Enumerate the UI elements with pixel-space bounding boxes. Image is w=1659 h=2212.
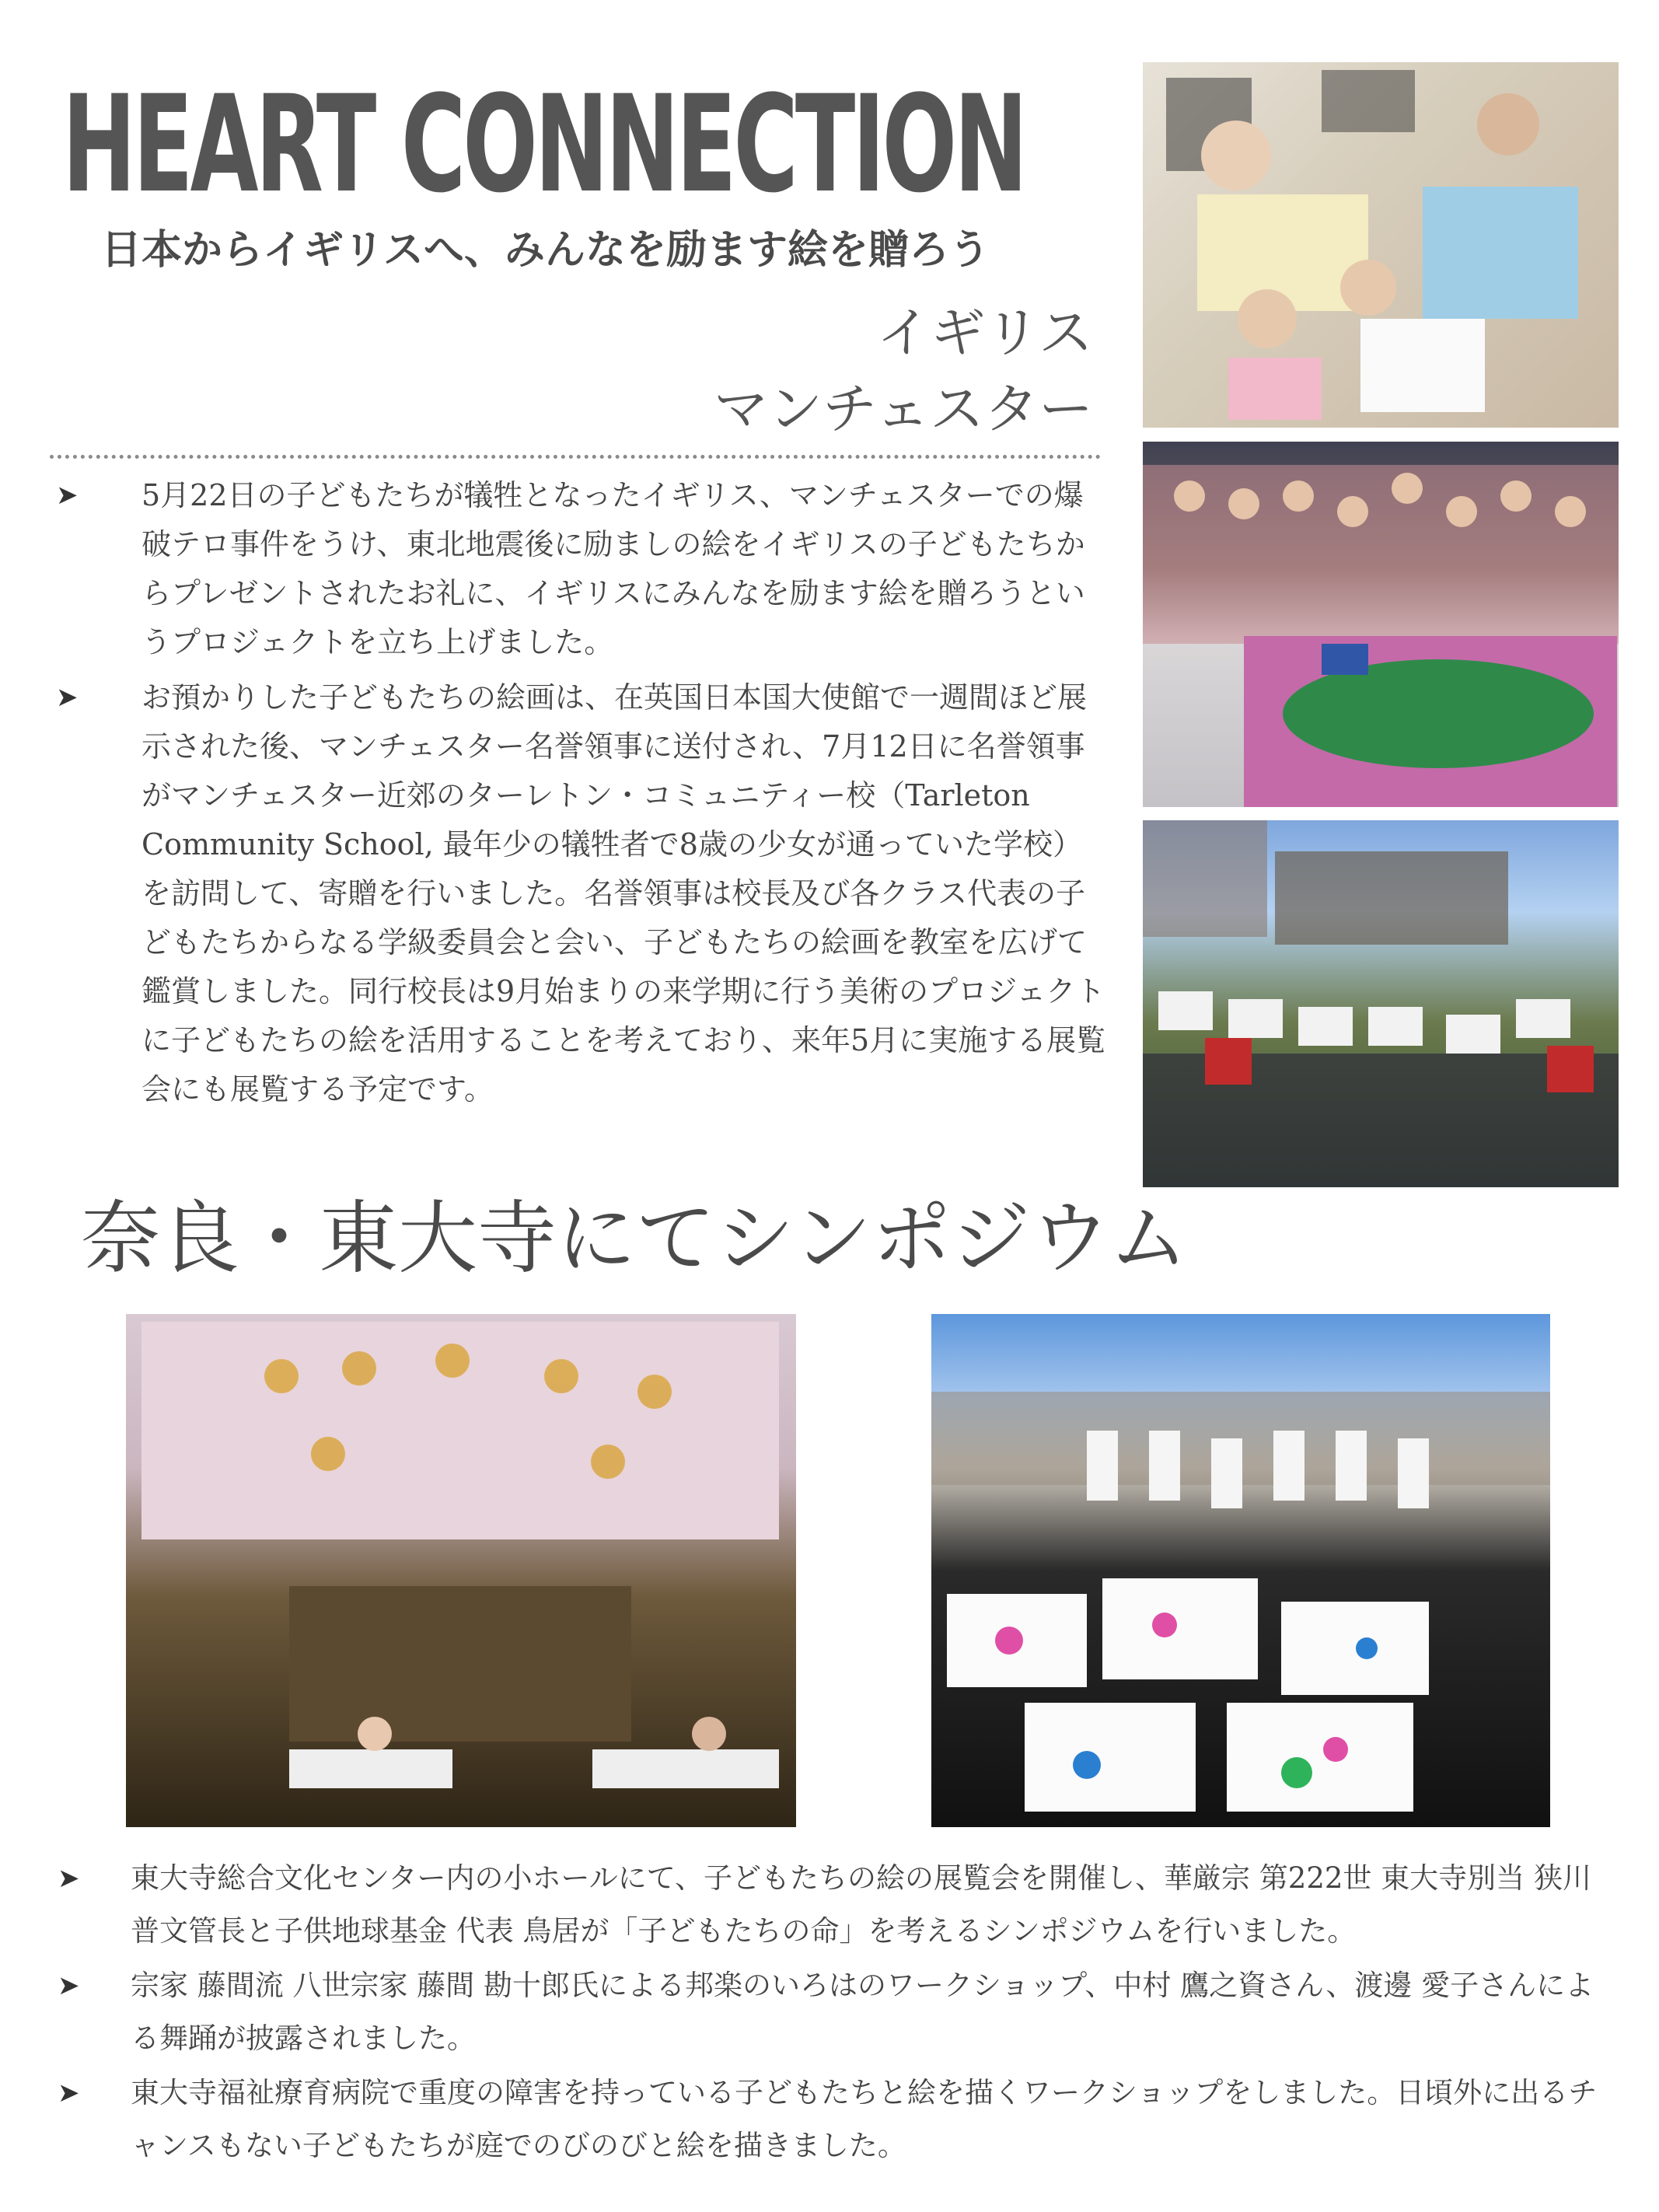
- list-item: [50, 1959, 1612, 2065]
- list-item: [50, 2067, 1612, 2172]
- arrowhead-icon: ➤: [58, 1970, 80, 2001]
- bullet-text: 東大寺総合文化センター内の小ホールにて、子どもたちの絵の展覧会を開催し、華厳宗 第222世 東大寺別当 狭川普文管長と子供地球基金 代表 鳥居が「子どもたちの命」を考えるシンポジウムを行いました。: [131, 1861, 1591, 1948]
- arrowhead-icon: ➤: [58, 1863, 80, 1894]
- list-item: [50, 673, 1107, 1114]
- list-item: [50, 471, 1107, 667]
- photo-illustration: [1143, 820, 1619, 1187]
- photo-illustration: [1143, 442, 1619, 807]
- location-city: マンチェスター: [714, 377, 1093, 441]
- photo-outdoor-painting-workshop: [931, 1314, 1550, 1827]
- location-country: イギリス: [876, 301, 1093, 365]
- arrowhead-icon: ➤: [58, 2077, 80, 2109]
- arrowhead-icon: ➤: [56, 480, 79, 511]
- list-item: [50, 1852, 1612, 1958]
- photo-illustration: [126, 1314, 796, 1827]
- bullet-text: 東大寺福祉療育病院で重度の障害を持っている子どもたちと絵を描くワークショップをしました。日頃外に出るチャンスもない子どもたちが庭でのびのびと絵を描きました。: [131, 2076, 1598, 2162]
- arrowhead-icon: ➤: [56, 682, 79, 713]
- page-subtitle: 日本からイギリスへ、みんなを励ます絵を贈ろう: [101, 227, 990, 274]
- photo-illustration: [1143, 62, 1619, 428]
- bullet-text: 宗家 藤間流 八世宗家 藤間 勘十郎氏による邦楽のいろはのワークショップ、中村 鷹之資さん、渡邊 愛子さんによる舞踊が披露されました。: [131, 1969, 1594, 2055]
- photo-tarleton-school-visit: [1143, 820, 1619, 1187]
- photo-illustration: [931, 1314, 1550, 1827]
- section1-bullet-list: [50, 471, 1107, 1120]
- dotted-divider: [50, 455, 1101, 459]
- bullet-text: お預かりした子どもたちの絵画は、在英国日本国大使館で一週間ほど展示された後、マンチェスター名誉領事に送付され、7月12日に名誉領事がマンチェスター近郊のターレトン・コミュニティー校（Tarleton Community School, 最年少の犠牲者で8歳の少女が通っていた学校）を訪問して、寄贈を行いました。名誉領事は校長及び各クラス代表の子どもたちからなる学級委員会と会い、子どもたちの絵画を教室を広げて鑑賞しました。同行校長は9月始まりの来学期に行う美術のプロジェクトに子どもたちの絵を活用することを考えており、来年5月に実施する展覧会にも展覧する予定です。: [141, 680, 1106, 1106]
- section2-heading: 奈良・東大寺にてシンポジウム: [81, 1193, 1189, 1285]
- bullet-text: 5月22日の子どもたちが犠牲となったイギリス、マンチェスターでの爆破テロ事件をうけ、東北地震後に励ましの絵をイギリスの子どもたちからプレゼントされたお礼に、イギリスにみんなを励ます絵を贈ろうというプロジェクトを立ち上げました。: [141, 478, 1085, 659]
- page-title: HEART CONNECTION: [62, 66, 1025, 222]
- photo-school-children-group: [1143, 442, 1619, 807]
- section2-bullet-list: [50, 1852, 1612, 2174]
- photo-children-with-drawings: [1143, 62, 1619, 428]
- photo-symposium-hall: [126, 1314, 796, 1827]
